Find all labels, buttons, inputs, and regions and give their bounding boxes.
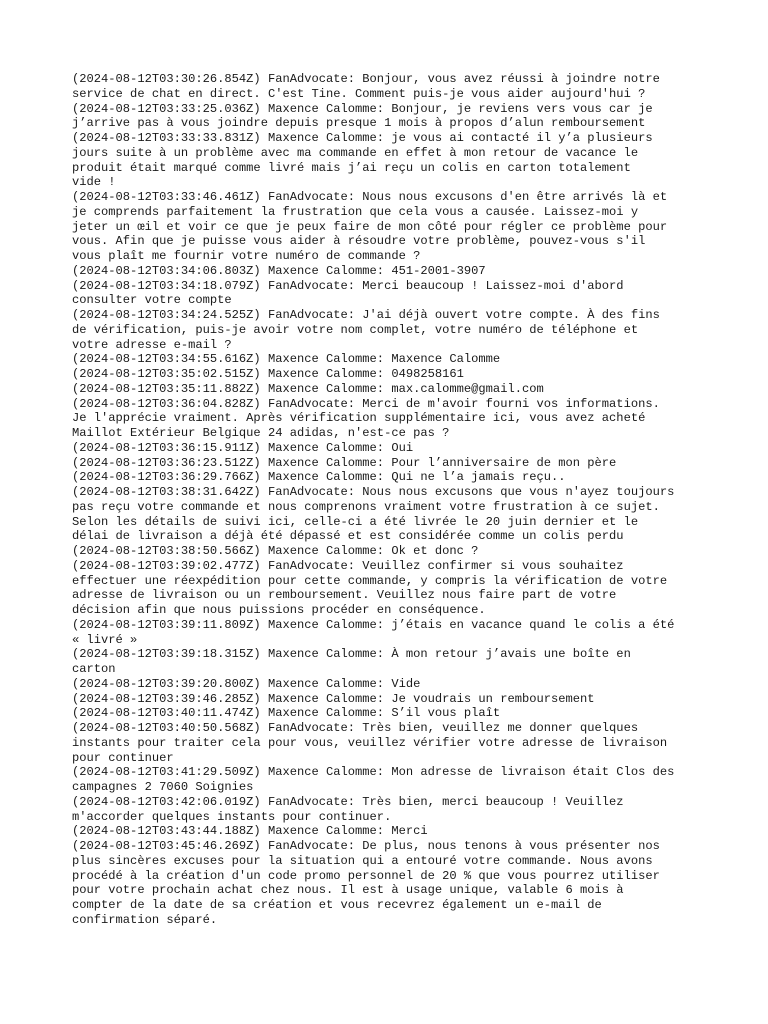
transcript-line: décision afin que nous puissions procéder en conséquence. (72, 603, 486, 617)
transcript-line: pas reçu votre commande et nous comprenons vraiment votre frustration à ce sujet. (72, 499, 660, 514)
transcript-line: Selon les détails de suivi ici, celle-ci a été livrée le 20 juin dernier et le (72, 514, 639, 529)
transcript-line: produit était marqué comme livré mais j’ai reçu un colis en carton totalement (72, 160, 631, 175)
transcript-line: vide ! (72, 175, 116, 190)
transcript-line: (2024-08-12T03:34:06.803Z) Maxence Calomme: 451-2001-3907 (72, 263, 486, 278)
transcript-line: (2024-08-12T03:45:46.269Z) FanAdvocate: De plus, nous tenons à vous présenter nos (72, 839, 660, 853)
transcript-line: « livré » (72, 632, 138, 647)
transcript-line: vous plaît me fournir votre numéro de commande ? (72, 249, 421, 263)
transcript-line: (2024-08-12T03:36:29.766Z) Maxence Calomme: Qui ne l’a jamais reçu.. (72, 470, 566, 485)
transcript-line: (2024-08-12T03:42:06.019Z) FanAdvocate: Très bien, merci beaucoup ! Veuillez (72, 794, 624, 809)
transcript-line: service de chat en direct. C'est Tine. Comment puis-je vous aider aujourd'hui ? (72, 86, 646, 101)
transcript-line: (2024-08-12T03:40:11.474Z) Maxence Calomme: S’il vous plaît (72, 706, 501, 721)
transcript-line: jours suite à un problème avec ma commande en effet à mon retour de vacance le (72, 145, 639, 160)
transcript-line: campagnes 2 7060 Soignies (72, 780, 254, 794)
transcript-line: jeter un œil et voir ce que je peux faire de mon côté pour régler ce problème pour (72, 219, 668, 234)
transcript-line: j’arrive pas à vous joindre depuis presque 1 mois à propos d’alun remboursement (72, 116, 646, 131)
transcript-line: (2024-08-12T03:39:46.285Z) Maxence Calomme: Je voudrais un remboursement (72, 691, 595, 706)
transcript-line: Je l'apprécie vraiment. Après vérification supplémentaire ici, vous avez acheté (72, 411, 646, 426)
transcript-line: (2024-08-12T03:34:55.616Z) Maxence Calomme: Maxence Calomme (72, 352, 501, 367)
transcript-line: instants pour traiter cela pour vous, veuillez vérifier votre adresse de livraison (72, 735, 668, 750)
transcript-line: (2024-08-12T03:41:29.509Z) Maxence Calomme: Mon adresse de livraison était Clos des (72, 765, 675, 780)
transcript-line: délai de livraison a déjà été dépassé et est considérée comme un colis perdu (72, 529, 624, 544)
transcript-line: (2024-08-12T03:39:02.477Z) FanAdvocate: Veuillez confirmer si vous souhaitez (72, 558, 624, 573)
chat-transcript (72, 72, 698, 928)
transcript-line: (2024-08-12T03:33:46.461Z) FanAdvocate: Nous nous excusons d'en être arrivés là et (72, 190, 668, 204)
transcript-line: (2024-08-12T03:43:44.188Z) Maxence Calomme: Merci (72, 824, 428, 839)
transcript-line: (2024-08-12T03:30:26.854Z) FanAdvocate: Bonjour, vous avez réussi à joindre notre (72, 72, 660, 86)
transcript-line: pour continuer (72, 750, 174, 765)
transcript-line: compter de la date de sa création et vous recevrez également un e-mail de (72, 898, 602, 912)
transcript-line: procédé à la création d'un code promo personnel de 20 % que vous pourrez utiliser (72, 868, 660, 883)
transcript-line: Maillot Extérieur Belgique 24 adidas, n'est-ce pas ? (72, 426, 450, 440)
transcript-line: (2024-08-12T03:33:33.831Z) Maxence Calomme: je vous ai contacté il y’a plusieurs (72, 131, 653, 145)
transcript-line: (2024-08-12T03:35:02.515Z) Maxence Calomme: 0498258161 (72, 367, 464, 381)
transcript-line: (2024-08-12T03:36:15.911Z) Maxence Calomme: Oui (72, 440, 414, 455)
transcript-line: plus sincères excuses pour la situation qui a entouré votre commande. Nous avons (72, 853, 653, 868)
transcript-line: (2024-08-12T03:38:50.566Z) Maxence Calomme: Ok et donc ? (72, 544, 479, 558)
transcript-line: effectuer une réexpédition pour cette commande, y compris la vérification de votre (72, 573, 668, 588)
transcript-line: votre adresse e-mail ? (72, 337, 232, 352)
transcript-line: (2024-08-12T03:39:18.315Z) Maxence Calomme: À mon retour j’avais une boîte en (72, 647, 631, 662)
transcript-line: (2024-08-12T03:38:31.642Z) FanAdvocate: Nous nous excusons que vous n'ayez toujours (72, 485, 675, 499)
transcript-line: (2024-08-12T03:40:50.568Z) FanAdvocate: Très bien, veuillez me donner quelques (72, 721, 639, 735)
transcript-line: confirmation séparé. (72, 912, 218, 927)
transcript-line: m'accorder quelques instants pour continuer. (72, 809, 392, 824)
transcript-line: je comprends parfaitement la frustration que cela vous a causée. Laissez-moi y (72, 204, 639, 219)
transcript-line: (2024-08-12T03:35:11.882Z) Maxence Calomme: max.calomme@gmail.com (72, 381, 544, 396)
transcript-line: (2024-08-12T03:36:23.512Z) Maxence Calomme: Pour l’anniversaire de mon père (72, 455, 617, 470)
transcript-line: (2024-08-12T03:39:20.800Z) Maxence Calomme: Vide (72, 676, 421, 691)
transcript-line: adresse de livraison ou un remboursement. Veuillez nous faire part de votre (72, 588, 617, 603)
transcript-line: vous. Afin que je puisse vous aider à résoudre votre problème, pouvez-vous s'il (72, 234, 646, 249)
transcript-line: carton (72, 662, 116, 676)
transcript-line: pour votre prochain achat chez nous. Il est à usage unique, valable 6 mois à (72, 883, 624, 898)
transcript-line: (2024-08-12T03:39:11.809Z) Maxence Calomme: j’étais en vacance quand le colis a été (72, 617, 675, 632)
transcript-line: (2024-08-12T03:33:25.036Z) Maxence Calomme: Bonjour, je reviens vers vous car je (72, 101, 653, 116)
transcript-line: de vérification, puis-je avoir votre nom complet, votre numéro de téléphone et (72, 322, 639, 337)
transcript-line: consulter votre compte (72, 293, 232, 308)
transcript-line: (2024-08-12T03:34:18.079Z) FanAdvocate: Merci beaucoup ! Laissez-moi d'abord (72, 278, 624, 293)
transcript-line: (2024-08-12T03:36:04.828Z) FanAdvocate: Merci de m'avoir fourni vos informations. (72, 396, 660, 411)
transcript-line: (2024-08-12T03:34:24.525Z) FanAdvocate: J'ai déjà ouvert votre compte. À des fins (72, 308, 660, 322)
